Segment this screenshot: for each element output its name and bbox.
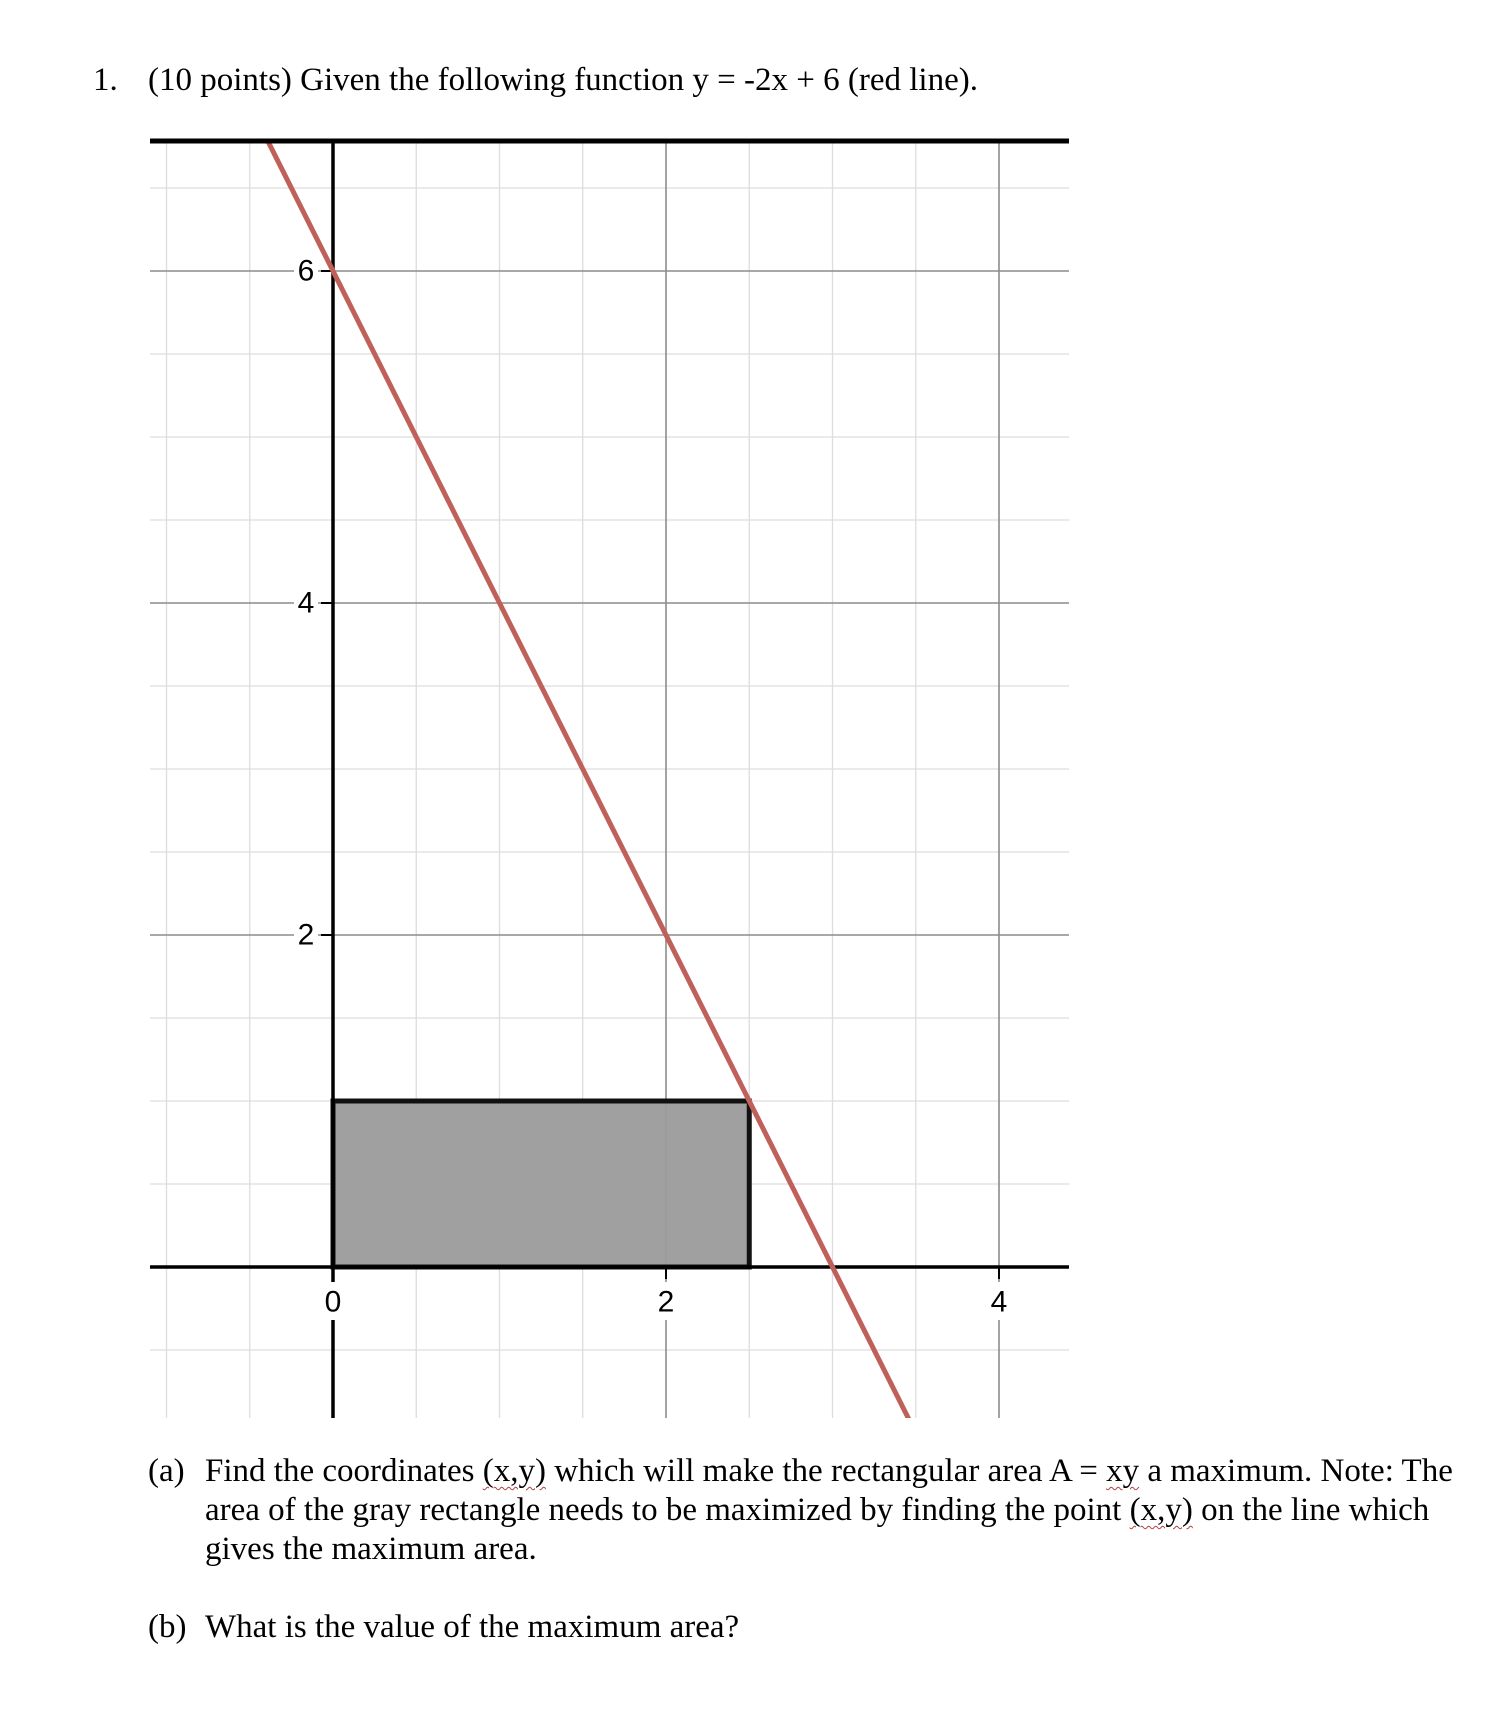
y-tick-label: 2 bbox=[297, 918, 315, 952]
part-b-text: What is the value of the maximum area? bbox=[205, 1609, 740, 1645]
x-tick-label: 0 bbox=[324, 1285, 342, 1319]
part-a bbox=[148, 1452, 1478, 1569]
part-a-text-3: a maximum. Note: The area of the gray rectangle needs to be maximized by finding the point bbox=[205, 1453, 1453, 1528]
part-a-text-4: on the line which gives the maximum area. bbox=[205, 1492, 1430, 1567]
question-number: 1. bbox=[93, 62, 118, 98]
minor-grid bbox=[83, 141, 1491, 1418]
gray-rectangle bbox=[333, 1101, 749, 1267]
y-tick-label: 6 bbox=[297, 254, 315, 288]
part-a-coords-2: (x,y) bbox=[1129, 1492, 1193, 1528]
y-tick-label: 4 bbox=[297, 586, 315, 620]
x-tick-label: 4 bbox=[990, 1285, 1008, 1319]
part-b-label: (b) bbox=[148, 1609, 187, 1645]
part-a-xy: xy bbox=[1106, 1453, 1140, 1489]
part-a-text-2: which will make the rectangular area A = bbox=[545, 1453, 1107, 1489]
part-a-text-1: Find the coordinates bbox=[205, 1453, 483, 1489]
question-text: (10 points) Given the following function y = -2x + 6 (red line). bbox=[148, 62, 978, 98]
part-b bbox=[148, 1608, 1478, 1647]
x-tick-label: 2 bbox=[657, 1285, 675, 1319]
part-a-coords-1: (x,y) bbox=[482, 1453, 546, 1489]
question-parts bbox=[148, 1452, 1478, 1647]
part-a-label: (a) bbox=[148, 1453, 185, 1489]
